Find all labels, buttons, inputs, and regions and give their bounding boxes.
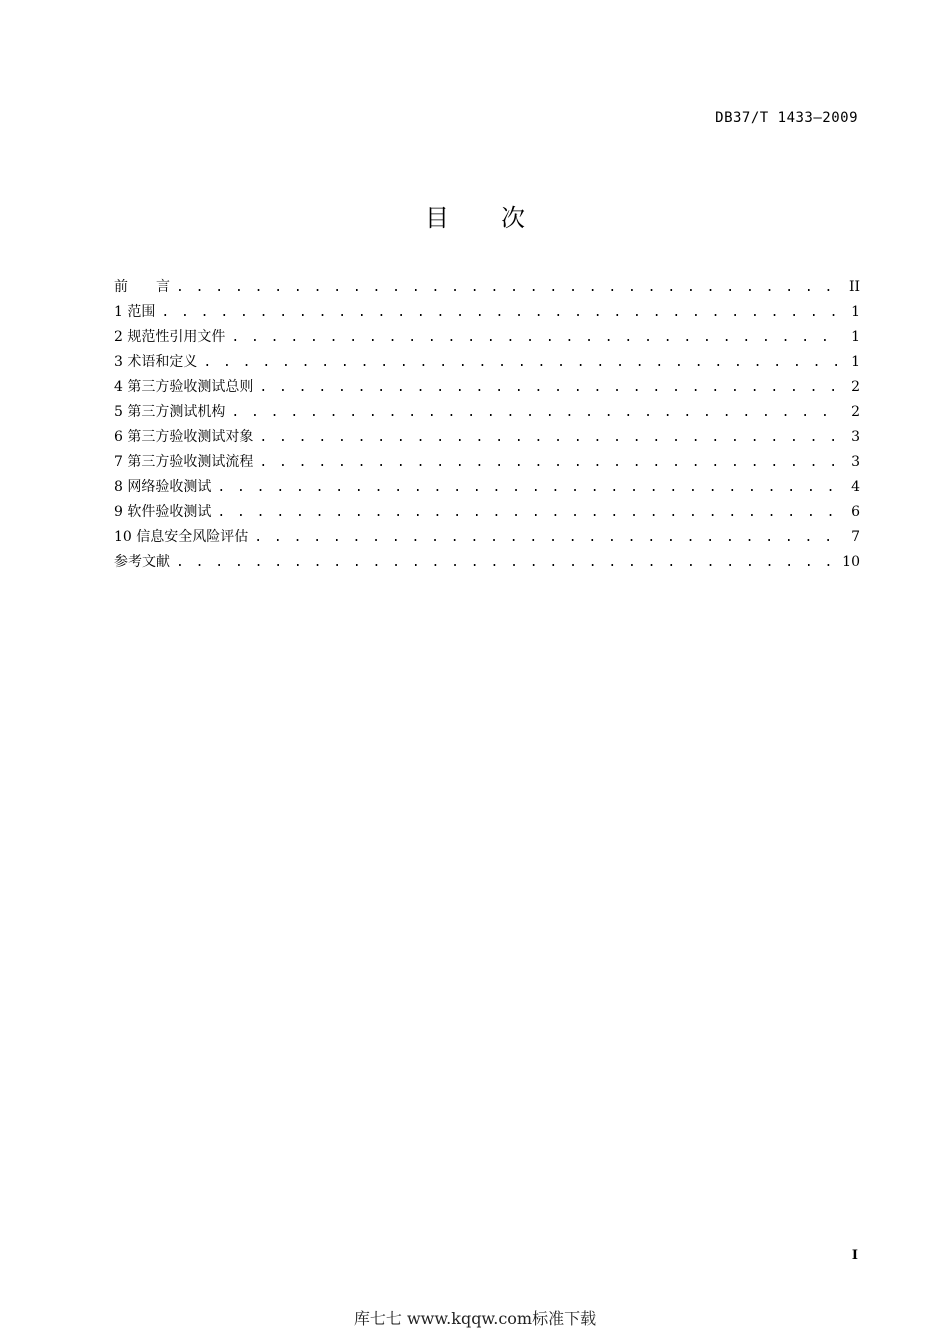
page-number: I	[851, 1248, 858, 1263]
toc-entry-test-process[interactable]	[114, 452, 860, 477]
toc-entry-foreword[interactable]	[114, 277, 860, 302]
toc-dot-leader	[231, 403, 840, 423]
toc-entry-page: 6	[851, 504, 860, 520]
toc-entry-page: 2	[851, 379, 860, 395]
toc-entry-test-objects[interactable]	[114, 427, 860, 452]
toc-entry-label: 前 言	[114, 279, 170, 295]
toc-entry-label: 6 第三方验收测试对象	[114, 429, 254, 445]
toc-entry-network-testing[interactable]	[114, 477, 860, 502]
toc-dot-leader	[259, 428, 840, 448]
toc-entry-label: 5 第三方测试机构	[114, 404, 226, 420]
document-code: DB37/T 1433—2009	[715, 110, 858, 126]
toc-entry-label: 7 第三方验收测试流程	[114, 454, 254, 470]
toc-entry-page: 1	[851, 354, 860, 370]
toc-entry-risk-assessment[interactable]	[114, 527, 860, 552]
toc-entry-page: II	[848, 279, 860, 295]
toc-dot-leader	[254, 528, 840, 548]
toc-entry-label: 3 术语和定义	[114, 354, 198, 370]
toc-entry-label: 1 范围	[114, 304, 156, 320]
toc-entry-page: 2	[851, 404, 860, 420]
toc-dot-leader	[217, 503, 840, 523]
toc-title: 目次	[425, 204, 577, 232]
toc-entry-page: 4	[851, 479, 860, 495]
toc-dot-leader	[161, 303, 840, 323]
toc-dot-leader	[176, 553, 836, 573]
toc-dot-leader	[259, 453, 840, 473]
toc-dot-leader	[176, 278, 840, 298]
toc-entry-page: 7	[851, 529, 860, 545]
toc-dot-leader	[231, 328, 840, 348]
toc-entry-software-testing[interactable]	[114, 502, 860, 527]
toc-entry-label: 10 信息安全风险评估	[114, 529, 249, 545]
toc-entry-label: 4 第三方验收测试总则	[114, 379, 254, 395]
toc-entry-scope[interactable]	[114, 302, 860, 327]
toc-entry-testing-organization[interactable]	[114, 402, 860, 427]
toc-entry-terms-definitions[interactable]	[114, 352, 860, 377]
table-of-contents	[114, 277, 860, 577]
toc-entry-normative-references[interactable]	[114, 327, 860, 352]
footer-watermark: 库七七 www.kqqw.com标准下载	[353, 1309, 597, 1328]
toc-entry-general-principles[interactable]	[114, 377, 860, 402]
toc-dot-leader	[217, 478, 840, 498]
toc-entry-label: 9 软件验收测试	[114, 504, 212, 520]
toc-entry-label: 8 网络验收测试	[114, 479, 212, 495]
toc-entry-bibliography[interactable]	[114, 552, 860, 577]
toc-entry-page: 3	[851, 454, 860, 470]
toc-dot-leader	[203, 353, 840, 373]
toc-entry-page: 1	[851, 304, 860, 320]
toc-entry-page: 10	[842, 554, 860, 570]
toc-dot-leader	[259, 378, 840, 398]
toc-entry-label: 2 规范性引用文件	[114, 329, 226, 345]
toc-entry-page: 3	[851, 429, 860, 445]
toc-entry-label: 参考文献	[114, 554, 170, 570]
toc-entry-page: 1	[851, 329, 860, 345]
